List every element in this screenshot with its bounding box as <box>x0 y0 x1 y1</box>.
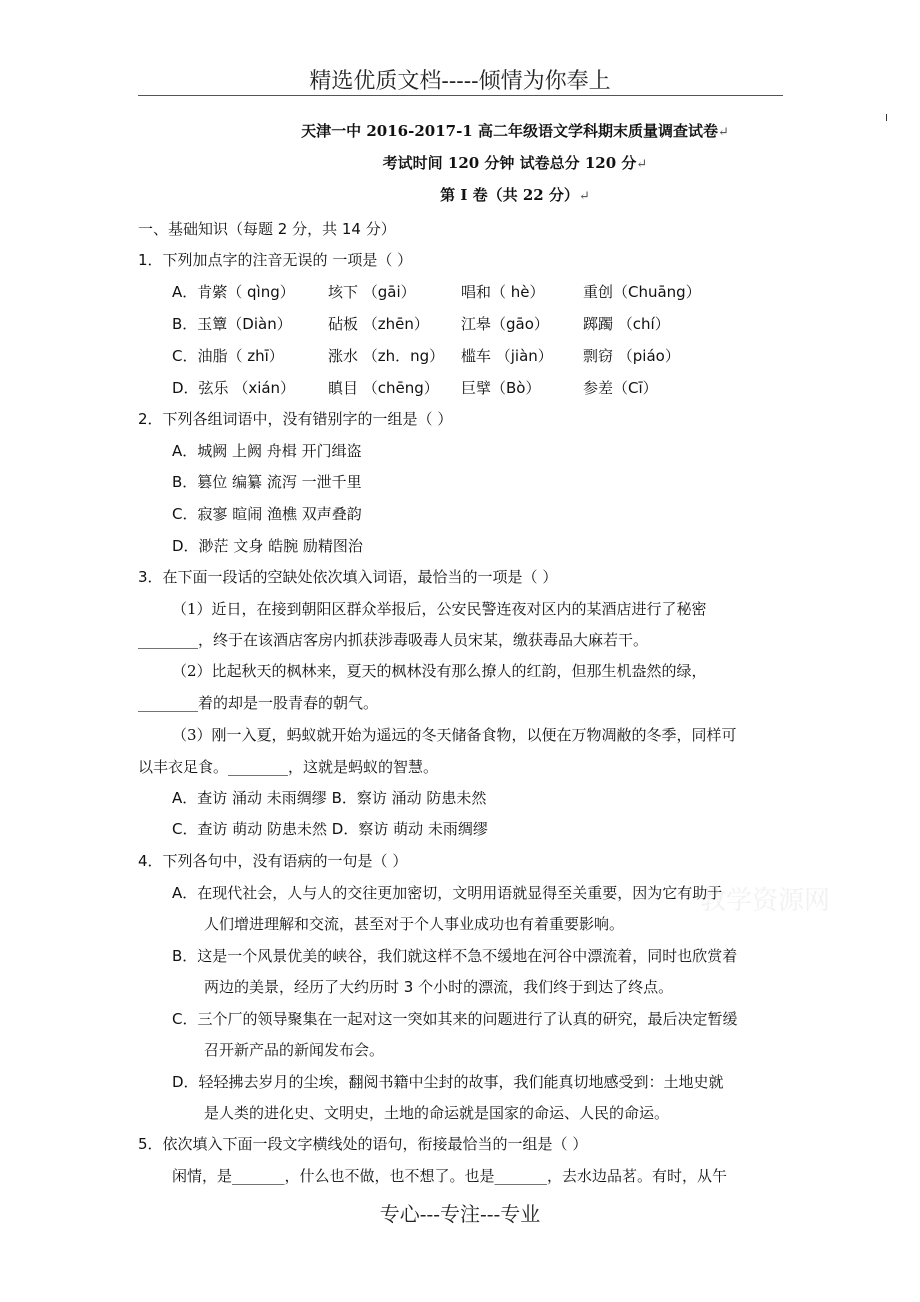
q2-option-c: C．寂寥 暄闹 渔樵 双声叠韵 <box>172 505 362 523</box>
q1-option-c-2: 涨水 （zh．ng） <box>328 347 445 365</box>
q1-option-a-4: 重创（Chuāng） <box>583 283 701 301</box>
paragraph-mark: ↵ <box>717 125 729 140</box>
paragraph-mark: ↵ <box>636 157 648 172</box>
exam-title <box>0 120 920 141</box>
q3-passage-2a: （2）比起秋天的枫林来，夏天的枫林没有那么撩人的红韵，但那生机盎然的绿， <box>172 662 707 680</box>
paragraph-mark: ↵ <box>578 189 590 204</box>
section-heading: 一、基础知识（每题 2 分，共 14 分） <box>138 220 396 238</box>
q1-option-d-2: 瞋目 （chēng） <box>328 379 439 397</box>
q4-option-a-line1: A．在现代社会，人与人的交往更加密切，文明用语就显得至关重要，因为它有助于 <box>172 884 723 902</box>
q1-option-a-3: 唱和（ hè） <box>461 283 545 301</box>
q2-option-a: A．城阙 上阙 舟楫 开门缉盗 <box>172 442 362 460</box>
q2-option-d: D．渺茫 文身 皓腕 励精图治 <box>172 537 363 555</box>
watermark: 教学资源网 <box>700 886 831 916</box>
q5-passage: 闲情，是_______，什么也不做，也不想了。也是_______，去水边品茗。有时，从午 <box>172 1167 728 1185</box>
q1-option-b-3: 江皋（gāo） <box>461 315 549 333</box>
q1-option-b-1: B．玉簟（Diàn） <box>172 315 292 333</box>
page-footer: 专心---专注---专业 <box>379 1202 541 1226</box>
exam-info <box>0 152 920 173</box>
q5-stem: 5．依次填入下面一段文字横线处的语句，衔接最恰当的一组是（ ） <box>138 1135 588 1153</box>
q3-stem: 3．在下面一段话的空缺处依次填入词语，最恰当的一项是（ ） <box>138 568 558 586</box>
q4-option-c-line1: C．三个厂的领导聚集在一起对这一突如其来的问题进行了认真的研究，最后决定暂缓 <box>172 1010 738 1028</box>
q4-option-a-line2: 人们增进理解和交流，甚至对于个人事业成功也有着重要影响。 <box>204 915 625 933</box>
q3-options-cd: C．查访 萌动 防患未然 D．察访 萌动 未雨绸缪 <box>172 820 488 838</box>
q3-passage-2b: ________着的却是一股青春的朝气。 <box>138 694 379 712</box>
q1-option-b-4: 踯躅 （chí） <box>583 315 670 333</box>
q3-options-ab: A．查访 涌动 未雨绸缪 B．察访 涌动 防患未然 <box>172 789 487 807</box>
exam-title-text: 天津一中 2016-2017-1 高二年级语文学科期末质量调查试卷 <box>301 122 718 140</box>
q3-passage-1a: （1）近日，在接到朝阳区群众举报后，公安民警连夜对区内的某酒店进行了秘密 <box>172 600 707 618</box>
q1-option-d-4: 参差（Cī） <box>583 379 658 397</box>
q3-passage-1b: ________，终于在该酒店客房内抓获涉毒吸毒人员宋某，缴获毒品大麻若干。 <box>138 631 649 649</box>
q1-option-c-3: 槛车 （jiàn） <box>461 347 553 365</box>
q2-stem: 2．下列各组词语中，没有错别字的一组是（ ） <box>138 410 453 428</box>
q1-option-b-2: 砧板 （zhēn） <box>328 315 429 333</box>
q2-option-b: B．篡位 编纂 流泻 一泄千里 <box>172 473 362 491</box>
q4-option-d-line2: 是人类的进化史、文明史，土地的命运就是国家的命运、人民的命运。 <box>204 1104 670 1122</box>
exam-info-text: 考试时间 120 分钟 试卷总分 120 分 <box>382 154 637 172</box>
q4-option-b-line2: 两边的美景，经历了大约历时 3 个小时的漂流，我们终于到达了终点。 <box>204 978 674 996</box>
q1-stem: 1．下列加点字的注音无误的 一项是（ ） <box>138 251 413 269</box>
volume-title-text: 第 I 卷（共 22 分） <box>440 186 579 204</box>
header-rule <box>138 95 783 96</box>
q3-passage-3b: 以丰衣足食。________，这就是蚂蚁的智慧。 <box>138 758 439 776</box>
q1-option-c-1: C．油脂（ zhī） <box>172 347 284 365</box>
q1-option-a-1: A．肯綮（ qìng） <box>172 283 295 301</box>
q4-option-d-line1: D．轻轻拂去岁月的尘埃，翻阅书籍中尘封的故事，我们能真切地感受到：土地史就 <box>172 1073 724 1091</box>
q4-stem: 4．下列各句中，没有语病的一句是（ ） <box>138 852 408 870</box>
volume-title <box>0 184 920 205</box>
q1-option-c-4: 剽窃 （piáo） <box>583 347 680 365</box>
q1-option-a-2: 垓下 （gāi） <box>328 283 416 301</box>
page-header: 精选优质文档-----倾情为你奉上 <box>309 69 611 94</box>
q3-passage-3a: （3）刚一入夏，蚂蚁就开始为遥远的冬天储备食物，以便在万物凋敝的冬季，同样可 <box>172 726 737 744</box>
q4-option-b-line1: B．这是一个风景优美的峡谷，我们就这样不急不缓地在河谷中漂流着，同时也欣赏着 <box>172 947 738 965</box>
q4-option-c-line2: 召开新产品的新闻发布会。 <box>204 1041 385 1059</box>
q1-option-d-3: 巨擘（Bò） <box>461 379 541 397</box>
q1-option-d-1: D．弦乐 （xián） <box>172 379 296 397</box>
